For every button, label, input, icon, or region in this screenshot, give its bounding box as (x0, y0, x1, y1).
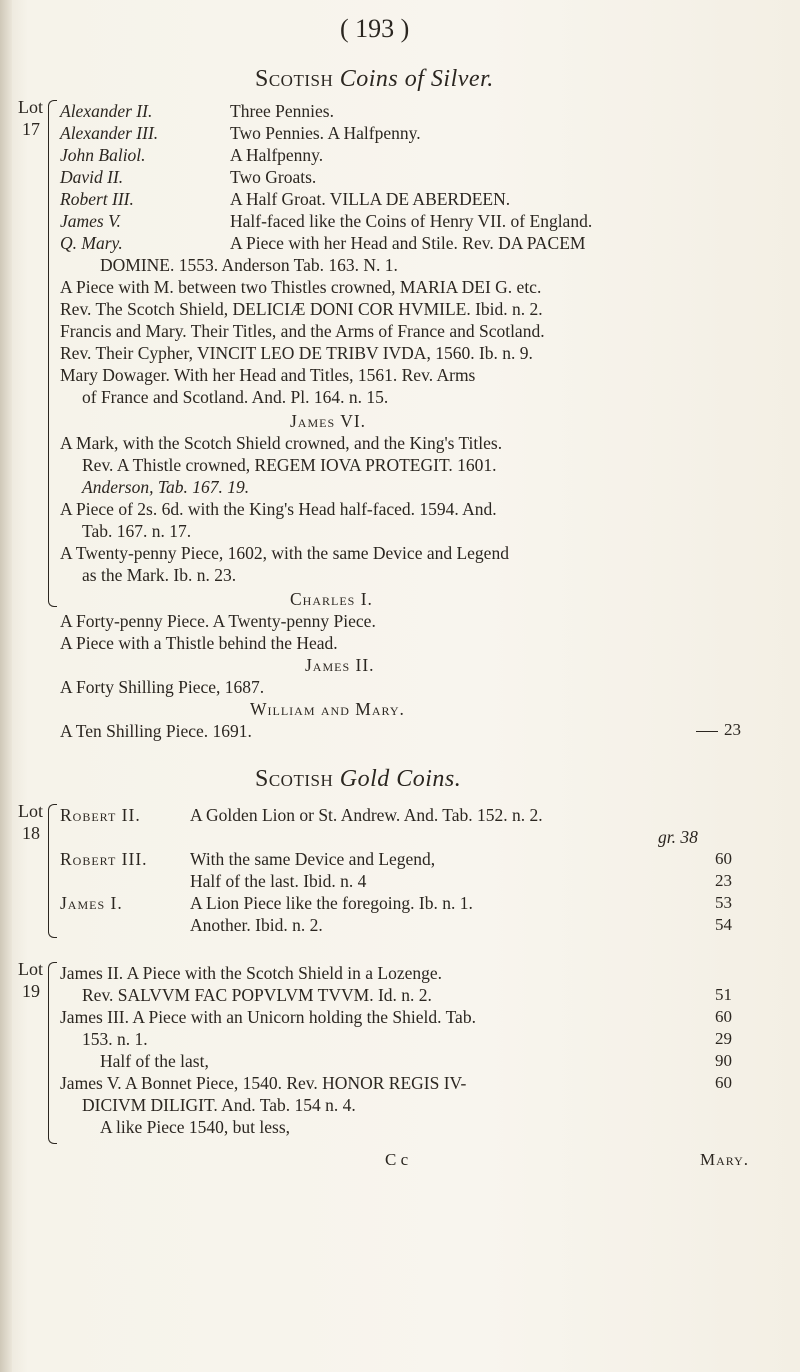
price-value: 51 (715, 985, 732, 1004)
section-title-italic: Coins of Silver. (339, 66, 494, 92)
entry-row (60, 870, 710, 892)
lot-label-17: Lot (18, 97, 43, 117)
heading-charles-i: Charles I. (290, 589, 373, 609)
text-line: Tab. 167. n. 17. (82, 521, 192, 541)
price-column-lot-19 (690, 984, 732, 1094)
text-line: Mary Dowager. With her Head and Titles, 1561. Rev. Arms (60, 365, 476, 385)
price-column-lot-18 (690, 848, 732, 936)
heading-james-ii: James II. (305, 655, 375, 675)
price-value: 60 (715, 1007, 732, 1026)
text-line: James V. A Bonnet Piece, 1540. Rev. HONOR REGIS IV- (60, 1073, 467, 1093)
entry-desc: Half of the last. Ibid. n. 4 (190, 871, 367, 891)
entry-row (60, 914, 710, 936)
lot-brace (48, 100, 57, 607)
price-lot-17 (690, 720, 741, 740)
lot-19-block (60, 962, 476, 1138)
entry-desc: Three Pennies. (230, 101, 334, 121)
entry-desc: A Golden Lion or St. Andrew. And. Tab. 152. n. 2. (190, 805, 543, 825)
price-value: 90 (715, 1051, 732, 1070)
text-line: James II. A Piece with the Scotch Shield in a Lozenge. (60, 963, 442, 983)
entry-row (60, 188, 511, 210)
entry-row (60, 892, 710, 914)
text-line: A Ten Shilling Piece. 1691. (60, 721, 252, 741)
entry-row (60, 144, 324, 166)
text-line: A Mark, with the Scotch Shield crowned, and the King's Titles. (60, 433, 503, 453)
text-line: A Piece of 2s. 6d. with the King's Head half-faced. 1594. And. (60, 499, 497, 519)
entry-desc: Two Pennies. A Halfpenny. (230, 123, 421, 143)
paragraph-block (60, 254, 545, 408)
entry-name: Robert III. (60, 849, 148, 869)
price-value: 60 (715, 1073, 732, 1092)
lot-18-block (60, 804, 710, 936)
entry-name: Robert II. (60, 805, 141, 825)
entry-desc: With the same Device and Legend, (190, 849, 436, 869)
signature-mark: C c (385, 1150, 409, 1169)
text-line: James III. A Piece with an Unicorn holding the Shield. Tab. (60, 1007, 476, 1027)
text-line: DOMINE. 1553. Anderson Tab. 163. N. 1. (100, 255, 398, 275)
section-title-plain: Scotish (255, 766, 334, 792)
heading-william-mary: William and Mary. (250, 699, 405, 719)
catchword: Mary. (700, 1150, 750, 1169)
section-title-gold (255, 766, 461, 793)
price-value: 23 (715, 871, 732, 890)
entry-name: James V. (60, 211, 121, 231)
price-value: 29 (715, 1029, 732, 1048)
lot-label-19: Lot (18, 959, 43, 979)
entry-name: Alexander II. (60, 101, 153, 121)
text-line: as the Mark. Ib. n. 23. (82, 565, 237, 585)
entry-row (60, 232, 586, 254)
text-line: 153. n. 1. (82, 1029, 148, 1049)
price-value: 53 (715, 893, 732, 912)
entry-desc: Two Groats. (230, 167, 317, 187)
entry-name: David II. (60, 167, 124, 187)
entry-desc: A Half Groat. VILLA DE ABERDEEN. (230, 189, 511, 209)
page-number: ( 193 ) (340, 14, 410, 43)
entry-row (60, 848, 710, 870)
entry-row (60, 210, 593, 232)
entry-desc: A Piece with her Head and Stile. Rev. DA PACEM (230, 233, 586, 253)
james-vi-block (60, 432, 509, 586)
text-line: A Piece with M. between two Thistles crowned, MARIA DEI G. etc. (60, 277, 542, 297)
entry-desc: Another. Ibid. n. 2. (190, 915, 323, 935)
text-line: Anderson, Tab. 167. 19. (82, 477, 250, 497)
text-line: of France and Scotland. And. Pl. 164. n. 15. (82, 387, 389, 407)
entry-row (60, 826, 710, 848)
text-line: Francis and Mary. Their Titles, and the Arms of France and Scotland. (60, 321, 545, 341)
price-value: 54 (715, 915, 732, 934)
entry-row (60, 166, 317, 188)
lot-brace (48, 804, 57, 938)
heading-james-vi: James VI. (290, 411, 367, 431)
entry-row (60, 100, 334, 122)
price-dash (696, 731, 718, 732)
lot-number-18: 18 (22, 823, 40, 843)
text-line: Rev. The Scotch Shield, DELICIÆ DONI COR HVMILE. Ibid. n. 2. (60, 299, 543, 319)
entry-desc: A Lion Piece like the foregoing. Ib. n. 1. (190, 893, 473, 913)
entry-name: James I. (60, 893, 123, 913)
entry-desc: A Halfpenny. (230, 145, 324, 165)
entry-row (60, 804, 710, 826)
entry-desc: Half-faced like the Coins of Henry VII. of England. (230, 211, 593, 231)
entry-name: Robert III. (60, 189, 134, 209)
entry-name: Q. Mary. (60, 233, 123, 253)
text-line: A like Piece 1540, but less, (100, 1117, 291, 1137)
section-title-plain: Scotish (255, 66, 334, 92)
price-value: 23 (724, 720, 741, 739)
text-line: Rev. Their Cypher, VINCIT LEO DE TRIBV IVDA, 1560. Ib. n. 9. (60, 343, 533, 363)
lot-number-17: 17 (22, 119, 40, 139)
page-gutter (0, 0, 12, 1372)
text-line: DICIVM DILIGIT. And. Tab. 154 n. 4. (82, 1095, 356, 1115)
text-line: A Twenty-penny Piece, 1602, with the same Device and Legend (60, 543, 509, 563)
text-line: Rev. SALVVM FAC POPVLVM TVVM. Id. n. 2. (82, 985, 432, 1005)
entry-name: John Baliol. (60, 145, 146, 165)
text-line: Half of the last, (100, 1051, 209, 1071)
text-line: A Forty Shilling Piece, 1687. (60, 677, 265, 697)
text-line: A Forty-penny Piece. A Twenty-penny Piece. (60, 611, 376, 631)
lot-number-19: 19 (22, 981, 40, 1001)
entry-name: Alexander III. (60, 123, 159, 143)
text-line: A Piece with a Thistle behind the Head. (60, 633, 338, 653)
entry-list (60, 100, 593, 254)
lot-label-18: Lot (18, 801, 43, 821)
section-title-silver (255, 66, 494, 93)
price-value: 60 (715, 849, 732, 868)
text-line: Rev. A Thistle crowned, REGEM IOVA PROTEGIT. 1601. (82, 455, 497, 475)
lot-brace (48, 962, 57, 1144)
charles-i-block (60, 610, 376, 654)
entry-row (60, 122, 421, 144)
section-title-italic: Gold Coins. (339, 766, 462, 792)
entry-desc: gr. 38 (658, 827, 698, 847)
